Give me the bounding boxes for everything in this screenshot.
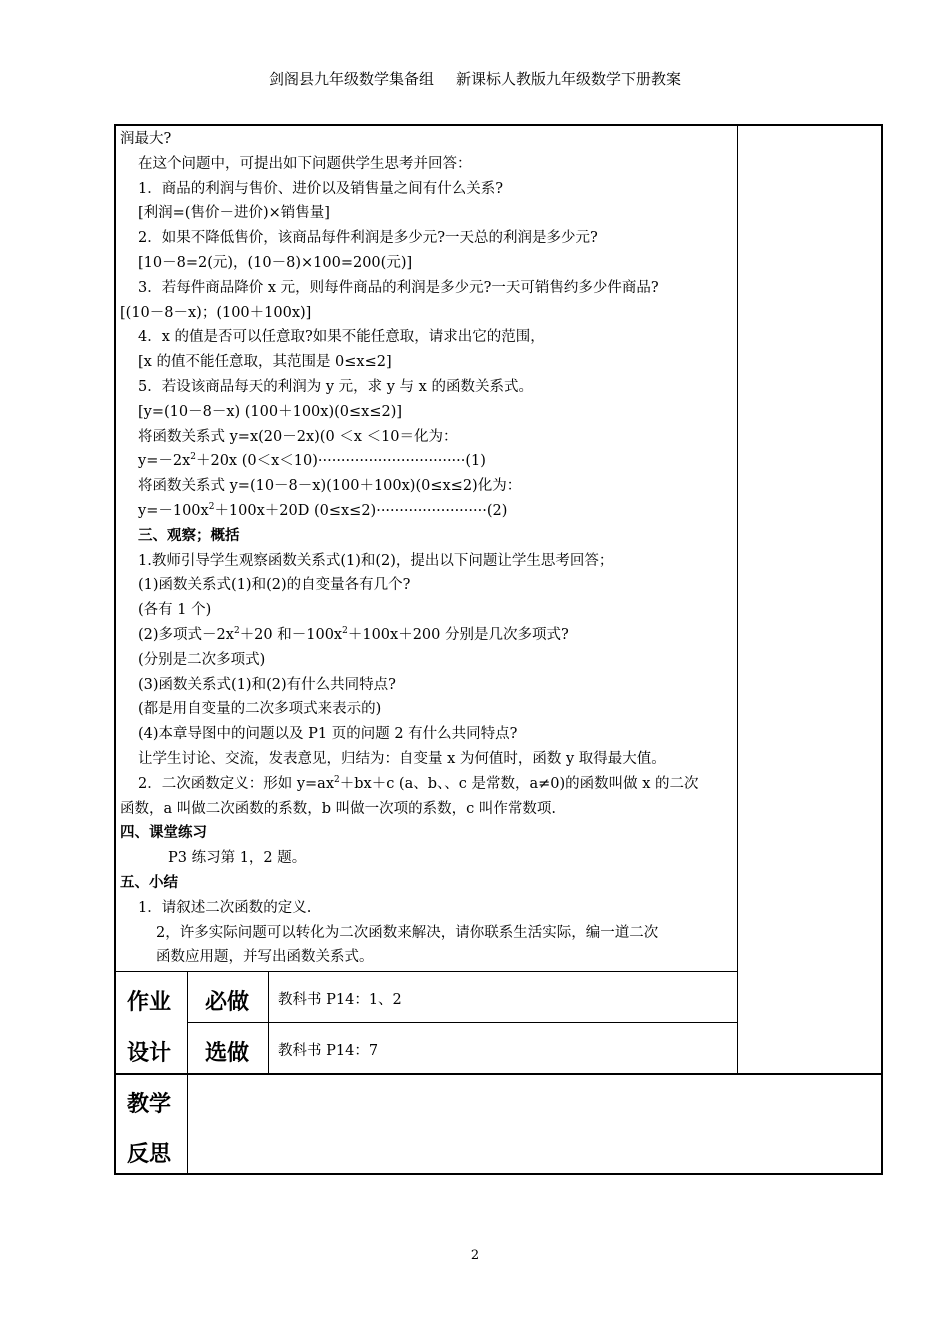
text-line: (4)本章导图中的问题以及 P1 页的问题 2 有什么共同特点? [138, 726, 518, 743]
formula-line-2: $y=-100x^2+100x+20D$ (0≤x≤2)························(2) [138, 501, 508, 519]
text-line: [y=(10－8－x) (100＋100x)(0≤x≤2)] [138, 403, 403, 420]
text-line: (1)函数关系式(1)和(2)的自变量各有几个? [138, 577, 411, 594]
reflection-divider [187, 1074, 188, 1175]
homework-mid-line [187, 1022, 738, 1023]
section-heading-observe: 三、观察；概括 [138, 527, 240, 544]
homework-top-line [114, 971, 738, 972]
header-left: 剑阁县九年级数学集备组 [268, 70, 434, 88]
text-line: 2，许多实际问题可以转化为二次函数来解决，请你联系生活实际，编一道二次 [156, 924, 659, 941]
definition-line: 2．二次函数定义：形如 $y=ax^2+bx+c$ (a、b、、c 是常数，a≠0)的函数叫做 x 的二次 [138, 774, 699, 792]
text-line: 5．若设该商品每天的利润为 y 元，求 y 与 x 的函数关系式。 [138, 378, 533, 395]
text-line: 4．x 的值是否可以任意取?如果不能任意取，请求出它的范围， [138, 329, 545, 346]
text-line: 2．如果不降低售价，该商品每件利润是多少元?一天总的利润是多少元? [138, 230, 598, 247]
text-line: 将函数关系式 y=(10－8－x)(100＋100x)(0≤x≤2)化为： [138, 478, 522, 495]
homework-label-bottom: 设计 [127, 1041, 172, 1066]
section-heading-summary: 五、小结 [120, 874, 178, 891]
section-heading-practice: 四、课堂练习 [120, 825, 207, 842]
optional-text: 教科书 P14：7 [278, 1043, 379, 1059]
text-line: (都是用自变量的二次多项式来表示的) [138, 701, 382, 718]
text-line: [x 的值不能任意取，其范围是 0≤x≤2] [138, 354, 392, 371]
homework-sub-divider [268, 971, 269, 1074]
optional-label: 选做 [205, 1041, 250, 1066]
text-line: 润最大? [120, 131, 172, 147]
homework-label-top: 作业 [127, 990, 172, 1015]
text-line: 在这个问题中，可提出如下问题供学生思考并回答： [138, 155, 472, 172]
text-line: (3)函数关系式(1)和(2)有什么共同特点? [138, 676, 396, 693]
required-label: 必做 [205, 990, 250, 1015]
text-line: (各有 1 个) [138, 602, 212, 619]
text-line: 1．商品的利润与售价、进价以及销售量之间有什么关系? [138, 180, 503, 197]
text-line: 函数应用题，并写出函数关系式。 [156, 949, 374, 966]
reflection-top-line [114, 1073, 883, 1075]
right-column-divider [737, 124, 738, 1074]
text-line: 让学生讨论、交流，发表意见，归结为：自变量 x 为何值时，函数 y 取得最大值。 [138, 750, 666, 767]
text-line: [10－8=2(元)，(10－8)×100=200(元)] [138, 254, 413, 271]
formula-line-1: $y=-2x^2+20x$ (0＜x＜10)································(1) [138, 452, 486, 470]
text-line: 3．若每件商品降价 x 元，则每件商品的利润是多少元?一天可销售约多少件商品? [138, 279, 659, 296]
reflection-label-bottom: 反思 [127, 1142, 172, 1167]
page-number: 2 [470, 1248, 480, 1263]
text-line: (分别是二次多项式) [138, 651, 266, 668]
header-right: 新课标人教版九年级数学下册教案 [456, 70, 682, 88]
text-line: 1.教师引导学生观察函数关系式(1)和(2)，提出以下问题让学生思考回答； [138, 552, 614, 569]
text-line: P3 练习第 1，2 题。 [168, 850, 307, 867]
text-line: [(10－8－x)；(100＋100x)] [120, 304, 312, 321]
homework-label-divider [187, 971, 188, 1074]
text-line: [利润=(售价－进价)×销售量] [138, 205, 330, 222]
text-line: 将函数关系式 y=x(20－2x)(0 ＜x ＜10＝化为： [138, 428, 458, 445]
text-line: 函数，a 叫做二次函数的系数，b 叫做一次项的系数，c 叫作常数项. [120, 800, 556, 817]
required-text: 教科书 P14：1、2 [278, 992, 402, 1008]
reflection-label-top: 教学 [127, 1092, 172, 1117]
text-line: 1．请叙述二次函数的定义. [138, 899, 312, 916]
polynomial-question: (2)多项式$-2x^2+20$ 和$-100x^2+100x+200$ 分别是几次多项式? [138, 625, 569, 643]
page-header [0, 68, 950, 89]
lesson-content [120, 127, 732, 970]
